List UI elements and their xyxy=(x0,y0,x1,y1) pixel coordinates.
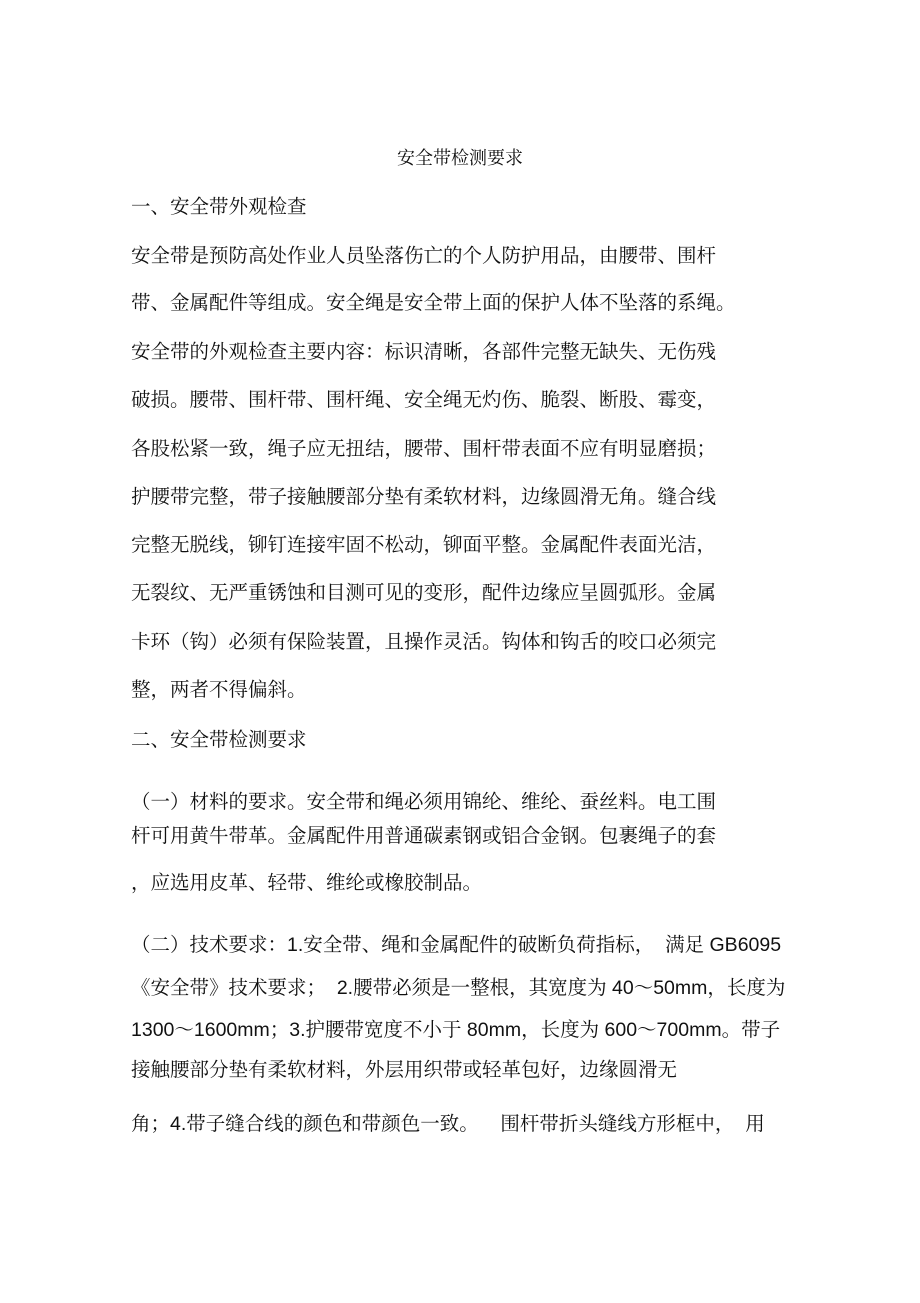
text-line: 无裂纹、无严重锈蚀和目测可见的变形，配件边缘应呈圆弧形。金属 xyxy=(131,581,717,604)
text-line: 各股松紧一致，绳子应无扭结，腰带、围杆带表面不应有明显磨损； xyxy=(131,437,717,460)
text-line: 卡环（钩）必须有保险装置，且操作灵活。钩体和钩舌的咬口必须完 xyxy=(131,630,717,653)
text-line: 安全带的外观检查主要内容：标识清晰，各部件完整无缺失、无伤残 xyxy=(131,340,717,363)
text-line: 《安全带》技术要求； 2.腰带必须是一整根，其宽度为 40～50mm，长度为 xyxy=(131,977,786,999)
text-line: 角；4.带子缝合线的颜色和带颜色一致。 围杆带折头缝线方形框中， 用 xyxy=(131,1113,765,1135)
text-line: 整，两者不得偏斜。 xyxy=(131,678,307,701)
section1-heading: 一、安全带外观检查 xyxy=(131,195,307,218)
text-line: 杆可用黄牛带革。金属配件用普通碳素钢或铝合金钢。包裹绳子的套 xyxy=(131,824,717,847)
text-line: 1300～1600mm；3.护腰带宽度不小于 80mm，长度为 600～700mm。带子 xyxy=(131,1019,781,1041)
text-line: 接触腰部分垫有柔软材料，外层用织带或轻革包好，边缘圆滑无 xyxy=(131,1059,678,1081)
text-line: 带、金属配件等组成。安全绳是安全带上面的保护人体不坠落的系绳。 xyxy=(131,291,736,314)
text-line: 护腰带完整，带子接触腰部分垫有柔软材料，边缘圆滑无角。缝合线 xyxy=(131,485,717,508)
text-line: 完整无脱线，铆钉连接牢固不松动，铆面平整。金属配件表面光洁， xyxy=(131,533,717,556)
text-line: 安全带是预防高处作业人员坠落伤亡的个人防护用品，由腰带、围杆 xyxy=(131,244,717,267)
section2-heading: 二、安全带检测要求 xyxy=(131,728,307,751)
text-line: （一）材料的要求。安全带和绳必须用锦纶、维纶、蚕丝料。电工围 xyxy=(131,790,717,813)
text-line: 破损。腰带、围杆带、围杆绳、安全绳无灼伤、脆裂、断股、霉变， xyxy=(131,388,717,411)
document-title: 安全带检测要求 xyxy=(397,148,523,169)
text-line: （二）技术要求：1.安全带、绳和金属配件的破断负荷指标， 满足 GB6095 xyxy=(131,934,782,956)
text-line: ，应选用皮革、轻带、维纶或橡胶制品。 xyxy=(131,871,483,894)
